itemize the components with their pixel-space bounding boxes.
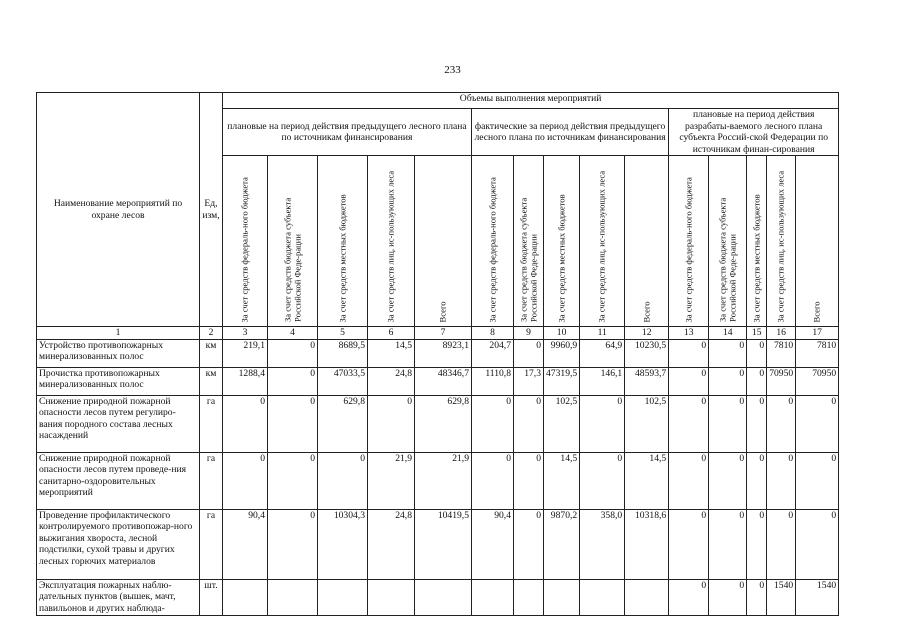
- subheader-regional: За счет средств бюджета субъекта Российской Феде-рации: [717, 197, 737, 322]
- value-cell: 0: [669, 509, 709, 579]
- col-number: 5: [318, 327, 368, 340]
- subheader-users: За счет средств лиц, ис-пользующих леса: [596, 170, 607, 322]
- subheader-users: За счет средств лиц, ис-пользующих леса: [385, 170, 396, 322]
- value-cell: 10304,3: [318, 509, 368, 579]
- value-cell: 9960,9: [544, 339, 580, 367]
- measure-unit: км: [200, 367, 223, 395]
- value-cell: 0: [796, 452, 839, 509]
- table-row: [37, 452, 839, 509]
- value-cell: 14,5: [368, 339, 415, 367]
- subheader-total: Всего: [640, 300, 651, 322]
- header-unit-col: Ед, изм,: [200, 93, 223, 327]
- value-cell: 8689,5: [318, 339, 368, 367]
- subheader-local: За счет средств местных бюджетов: [750, 193, 761, 322]
- value-cell: 0: [318, 452, 368, 509]
- value-cell: 629,8: [318, 395, 368, 452]
- measure-name: Эксплуатация пожарных наблю-дательных пунктов (вышек, мачт, павильонов и других наблюда-: [37, 579, 200, 615]
- subheader-local: За счет средств местных бюджетов: [555, 193, 566, 322]
- value-cell: 8923,1: [415, 339, 472, 367]
- value-cell: 1110,8: [472, 367, 514, 395]
- value-cell: 24,8: [368, 509, 415, 579]
- value-cell: 0: [767, 395, 796, 452]
- value-cell: [415, 579, 472, 615]
- value-cell: 0: [268, 339, 318, 367]
- col-number: 2: [200, 327, 223, 340]
- value-cell: 0: [669, 452, 709, 509]
- measure-name: Устройство противопожарных минерализованных полос: [37, 339, 200, 367]
- value-cell: 0: [747, 367, 767, 395]
- table-row: [37, 395, 839, 452]
- value-cell: 0: [747, 579, 767, 615]
- value-cell: 10318,6: [625, 509, 669, 579]
- value-cell: 64,9: [580, 339, 625, 367]
- value-cell: 0: [368, 395, 415, 452]
- value-cell: 0: [709, 452, 747, 509]
- col-number: 8: [472, 327, 514, 340]
- col-number: 1: [37, 327, 200, 340]
- value-cell: 0: [709, 395, 747, 452]
- value-cell: 0: [747, 395, 767, 452]
- value-cell: 0: [669, 339, 709, 367]
- measure-unit: га: [200, 452, 223, 509]
- col-number: 16: [767, 327, 796, 340]
- value-cell: 0: [709, 509, 747, 579]
- value-cell: [625, 579, 669, 615]
- header-group-planned-new: плановые на период действия разрабаты-ваемого лесного плана субъекта Россий-ской Федерации по источникам финан-сирования: [669, 109, 839, 156]
- measure-unit: шт.: [200, 579, 223, 615]
- subheader-regional: За счет средств бюджета субъекта Российской Феде-рации: [518, 197, 538, 322]
- col-number: 4: [268, 327, 318, 340]
- subheader-total: Всего: [437, 300, 448, 322]
- subheader-regional: За счет средств бюджета субъекта Российской Феде-рации: [282, 197, 302, 322]
- measure-name: Проведение профилактического контролируемого противопожар-ного выжигания хвороста, лесной подстилки, сухой травы и других лесных горючих материалов: [37, 509, 200, 579]
- value-cell: 10419,5: [415, 509, 472, 579]
- value-cell: [580, 579, 625, 615]
- value-cell: 0: [709, 579, 747, 615]
- measure-unit: км: [200, 339, 223, 367]
- value-cell: 0: [796, 509, 839, 579]
- value-cell: 0: [268, 395, 318, 452]
- forest-protection-table: [36, 92, 839, 616]
- value-cell: [368, 579, 415, 615]
- value-cell: 0: [669, 367, 709, 395]
- value-cell: 0: [268, 509, 318, 579]
- col-number: 7: [415, 327, 472, 340]
- value-cell: 0: [223, 395, 268, 452]
- header-group-planned-prev: плановые на период действия предыдущего лесного плана по источникам финансирования: [223, 109, 472, 156]
- value-cell: 7810: [796, 339, 839, 367]
- value-cell: 24,8: [368, 367, 415, 395]
- value-cell: 0: [223, 452, 268, 509]
- subheader-federal: За счет средств федераль-ного бюджета: [239, 176, 250, 322]
- value-cell: 0: [747, 509, 767, 579]
- value-cell: 21,9: [368, 452, 415, 509]
- header-volumes: Объемы выполнения мероприятий: [223, 93, 839, 109]
- value-cell: 0: [767, 509, 796, 579]
- value-cell: [472, 579, 514, 615]
- col-number: 13: [669, 327, 709, 340]
- value-cell: 0: [669, 579, 709, 615]
- value-cell: 17,3: [514, 367, 544, 395]
- col-number: 6: [368, 327, 415, 340]
- value-cell: 90,4: [223, 509, 268, 579]
- value-cell: 70950: [767, 367, 796, 395]
- subheader-federal: За счет средств федераль-ного бюджета: [486, 176, 497, 322]
- subheader-users: За счет средств лиц, ис-пользующих леса: [775, 170, 786, 322]
- col-number: 11: [580, 327, 625, 340]
- value-cell: [318, 579, 368, 615]
- measure-unit: га: [200, 509, 223, 579]
- value-cell: 47319,5: [544, 367, 580, 395]
- col-number: 10: [544, 327, 580, 340]
- table-row: [37, 339, 839, 367]
- value-cell: 0: [796, 395, 839, 452]
- header-name-col: Наименование мероприятий по охране лесов: [37, 93, 200, 327]
- value-cell: 629,8: [415, 395, 472, 452]
- value-cell: 48346,7: [415, 367, 472, 395]
- value-cell: 0: [514, 452, 544, 509]
- value-cell: 102,5: [544, 395, 580, 452]
- subheader-federal: За счет средств федераль-ного бюджета: [682, 176, 693, 322]
- col-number: 15: [747, 327, 767, 340]
- value-cell: 14,5: [625, 452, 669, 509]
- value-cell: 1540: [796, 579, 839, 615]
- col-number: 17: [796, 327, 839, 340]
- measure-name: Снижение природной пожарной опасности лесов путем регулиро-вания породного состава лесных насаждений: [37, 395, 200, 452]
- table-row: [37, 579, 839, 615]
- value-cell: 146,1: [580, 367, 625, 395]
- value-cell: 0: [268, 452, 318, 509]
- value-cell: 102,5: [625, 395, 669, 452]
- value-cell: [223, 579, 268, 615]
- table-row: [37, 509, 839, 579]
- value-cell: 47033,5: [318, 367, 368, 395]
- measure-unit: га: [200, 395, 223, 452]
- value-cell: 0: [709, 339, 747, 367]
- value-cell: 7810: [767, 339, 796, 367]
- value-cell: 1540: [767, 579, 796, 615]
- value-cell: 204,7: [472, 339, 514, 367]
- value-cell: 0: [767, 452, 796, 509]
- col-number: 12: [625, 327, 669, 340]
- value-cell: 0: [580, 452, 625, 509]
- page-number: 233: [444, 64, 461, 76]
- value-cell: [514, 579, 544, 615]
- value-cell: 1288,4: [223, 367, 268, 395]
- value-cell: 0: [669, 395, 709, 452]
- value-cell: [268, 579, 318, 615]
- value-cell: 219,1: [223, 339, 268, 367]
- value-cell: 10230,5: [625, 339, 669, 367]
- header-group-actual-prev: фактические за период действия предыдущего лесного плана по источникам финансирования: [472, 109, 669, 156]
- value-cell: 0: [514, 339, 544, 367]
- value-cell: 0: [580, 395, 625, 452]
- measure-name: Прочистка противопожарных минерализованных полос: [37, 367, 200, 395]
- subheader-total: Всего: [811, 300, 822, 322]
- value-cell: 9870,2: [544, 509, 580, 579]
- col-number: 3: [223, 327, 268, 340]
- value-cell: 0: [514, 509, 544, 579]
- value-cell: 0: [747, 339, 767, 367]
- value-cell: 48593,7: [625, 367, 669, 395]
- value-cell: 0: [268, 367, 318, 395]
- value-cell: 0: [747, 452, 767, 509]
- value-cell: 90,4: [472, 509, 514, 579]
- measure-name: Снижение природной пожарной опасности лесов путем проведе-ния санитарно-оздоровительных мероприятий: [37, 452, 200, 509]
- subheader-local: За счет средств местных бюджетов: [336, 193, 347, 322]
- col-number: 14: [709, 327, 747, 340]
- value-cell: 0: [472, 452, 514, 509]
- col-number: 9: [514, 327, 544, 340]
- value-cell: 14,5: [544, 452, 580, 509]
- value-cell: 0: [472, 395, 514, 452]
- column-number-row: [37, 327, 839, 340]
- value-cell: 0: [709, 367, 747, 395]
- value-cell: 0: [514, 395, 544, 452]
- value-cell: 21,9: [415, 452, 472, 509]
- value-cell: 358,0: [580, 509, 625, 579]
- value-cell: 70950: [796, 367, 839, 395]
- value-cell: [544, 579, 580, 615]
- table-row: [37, 367, 839, 395]
